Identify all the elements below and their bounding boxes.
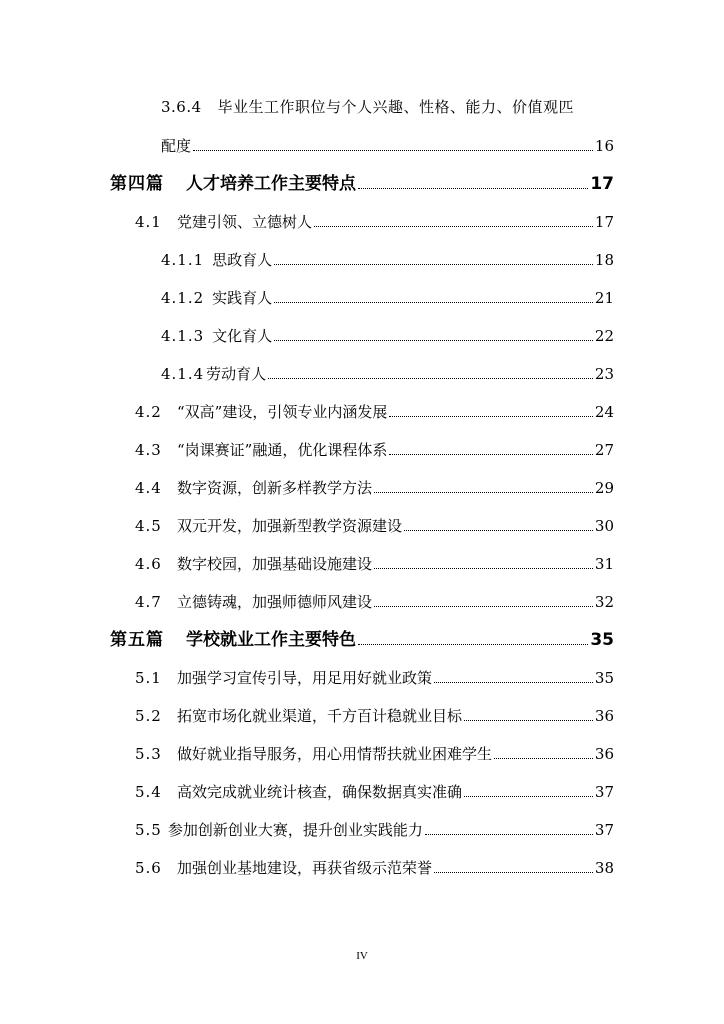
toc-entry[interactable] xyxy=(135,854,614,878)
toc-leader xyxy=(434,682,593,683)
toc-title: “双高”建设，引领专业内涵发展 xyxy=(177,403,388,421)
toc-title: 立德铸魂，加强师德师风建设 xyxy=(177,593,373,611)
toc-number: 4.6 xyxy=(135,555,162,573)
toc-number: 5.3 xyxy=(135,745,162,763)
toc-number: 3.6.4 xyxy=(161,98,202,116)
toc-entry[interactable] xyxy=(135,664,614,688)
toc-leader xyxy=(494,758,593,759)
toc-entry[interactable] xyxy=(135,702,614,726)
toc-leader xyxy=(464,720,593,721)
toc-number: 4.1.2 xyxy=(161,289,205,307)
toc-entry-3-6-4[interactable] xyxy=(161,97,574,117)
toc-entry[interactable] xyxy=(135,816,614,840)
toc-leader xyxy=(374,492,593,493)
toc-title: 人才培养工作主要特点 xyxy=(186,174,356,194)
toc-page: 27 xyxy=(594,441,614,459)
toc-entry[interactable] xyxy=(135,778,614,802)
toc-title: “岗课赛证”融通，优化课程体系 xyxy=(177,441,388,459)
toc-number: 5.5 xyxy=(135,821,162,839)
toc-leader xyxy=(374,568,593,569)
toc-leader xyxy=(425,834,593,835)
toc-leader xyxy=(434,872,593,873)
toc-title: 文化育人 xyxy=(212,327,273,345)
toc-page: 23 xyxy=(594,365,614,383)
toc-page: 36 xyxy=(594,745,614,763)
toc-page: 36 xyxy=(594,707,614,725)
toc-leader xyxy=(274,302,593,303)
toc-title: 数字资源，创新多样教学方法 xyxy=(177,479,373,497)
toc-page: 16 xyxy=(594,137,614,155)
toc-title: 学校就业工作主要特色 xyxy=(186,630,356,650)
toc-entry[interactable] xyxy=(161,360,614,384)
toc-leader xyxy=(268,378,593,379)
toc-page: 35 xyxy=(590,630,614,650)
toc-leader xyxy=(274,264,593,265)
toc-number: 5.6 xyxy=(135,859,162,877)
toc-entry[interactable] xyxy=(161,322,614,346)
toc-page: 18 xyxy=(594,251,614,269)
toc-leader xyxy=(389,416,593,417)
toc-entry[interactable] xyxy=(135,208,614,232)
toc-leader xyxy=(389,454,593,455)
toc-number: 4.7 xyxy=(135,593,162,611)
toc-page: 37 xyxy=(594,821,614,839)
toc-number: 4.1.3 xyxy=(161,327,205,345)
toc-leader xyxy=(464,796,593,797)
toc-number: 5.1 xyxy=(135,669,162,687)
toc-page: 17 xyxy=(594,213,614,231)
toc-entry[interactable] xyxy=(135,474,614,498)
toc-number: 4.1.4 xyxy=(161,365,205,383)
toc-entry[interactable] xyxy=(161,246,614,270)
toc-number: 4.4 xyxy=(135,479,162,497)
toc-title: 双元开发，加强新型教学资源建设 xyxy=(177,517,403,535)
toc-entry[interactable] xyxy=(135,436,614,460)
toc-title: 参加创新创业大赛，提升创业实践能力 xyxy=(167,821,423,839)
toc-number: 4.2 xyxy=(135,403,162,421)
toc-page: 35 xyxy=(594,669,614,687)
toc-number: 第五篇 xyxy=(110,630,164,650)
toc-title-continuation: 配度 xyxy=(161,137,192,155)
toc-entry[interactable] xyxy=(135,398,614,422)
toc-number: 5.4 xyxy=(135,783,162,801)
toc-number: 4.3 xyxy=(135,441,162,459)
toc-title: 加强学习宣传引导，用足用好就业政策 xyxy=(177,669,433,687)
toc-page: 37 xyxy=(594,783,614,801)
toc-title: 思政育人 xyxy=(212,251,273,269)
toc-title: 做好就业指导服务，用心用情帮扶就业困难学生 xyxy=(177,745,493,763)
toc-page: 31 xyxy=(594,555,614,573)
toc-title: 劳动育人 xyxy=(206,365,267,383)
toc-leader xyxy=(314,226,593,227)
toc-entry[interactable] xyxy=(135,740,614,764)
toc-entry[interactable] xyxy=(135,550,614,574)
toc-page: 32 xyxy=(594,593,614,611)
toc-chapter-4[interactable] xyxy=(110,170,614,194)
toc-number: 5.2 xyxy=(135,707,162,725)
toc-entry[interactable] xyxy=(135,512,614,536)
toc-page: 24 xyxy=(594,403,614,421)
toc-number: 第四篇 xyxy=(110,174,164,194)
toc-leader xyxy=(374,606,593,607)
toc-page: 22 xyxy=(594,327,614,345)
toc-title: 加强创业基地建设，再获省级示范荣誉 xyxy=(177,859,433,877)
toc-leader xyxy=(274,340,593,341)
toc-title: 高效完成就业统计核查，确保数据真实准确 xyxy=(177,783,463,801)
toc-entry-3-6-4-cont[interactable] xyxy=(161,132,614,156)
toc-page: 29 xyxy=(594,479,614,497)
toc-number: 4.5 xyxy=(135,517,162,535)
toc-entry[interactable] xyxy=(135,588,614,612)
toc-leader xyxy=(358,188,588,189)
toc-chapter-5[interactable] xyxy=(110,626,614,650)
toc-page: 30 xyxy=(594,517,614,535)
toc-title: 数字校园，加强基础设施建设 xyxy=(177,555,373,573)
toc-leader xyxy=(193,150,593,151)
toc-title: 拓宽市场化就业渠道，千方百计稳就业目标 xyxy=(177,707,463,725)
toc-page: 17 xyxy=(590,174,614,194)
toc-title: 党建引领、立德树人 xyxy=(177,213,313,231)
toc-leader xyxy=(404,530,593,531)
toc-number: 4.1.1 xyxy=(161,251,205,269)
toc-title: 实践育人 xyxy=(212,289,273,307)
page-footer-number: IV xyxy=(356,950,368,962)
toc-leader xyxy=(358,644,588,645)
toc-number: 4.1 xyxy=(135,213,162,231)
toc-title: 毕业生工作职位与个人兴趣、性格、能力、价值观匹 xyxy=(217,98,574,116)
toc-page: 38 xyxy=(594,859,614,877)
toc-page: 21 xyxy=(594,289,614,307)
toc-entry[interactable] xyxy=(161,284,614,308)
